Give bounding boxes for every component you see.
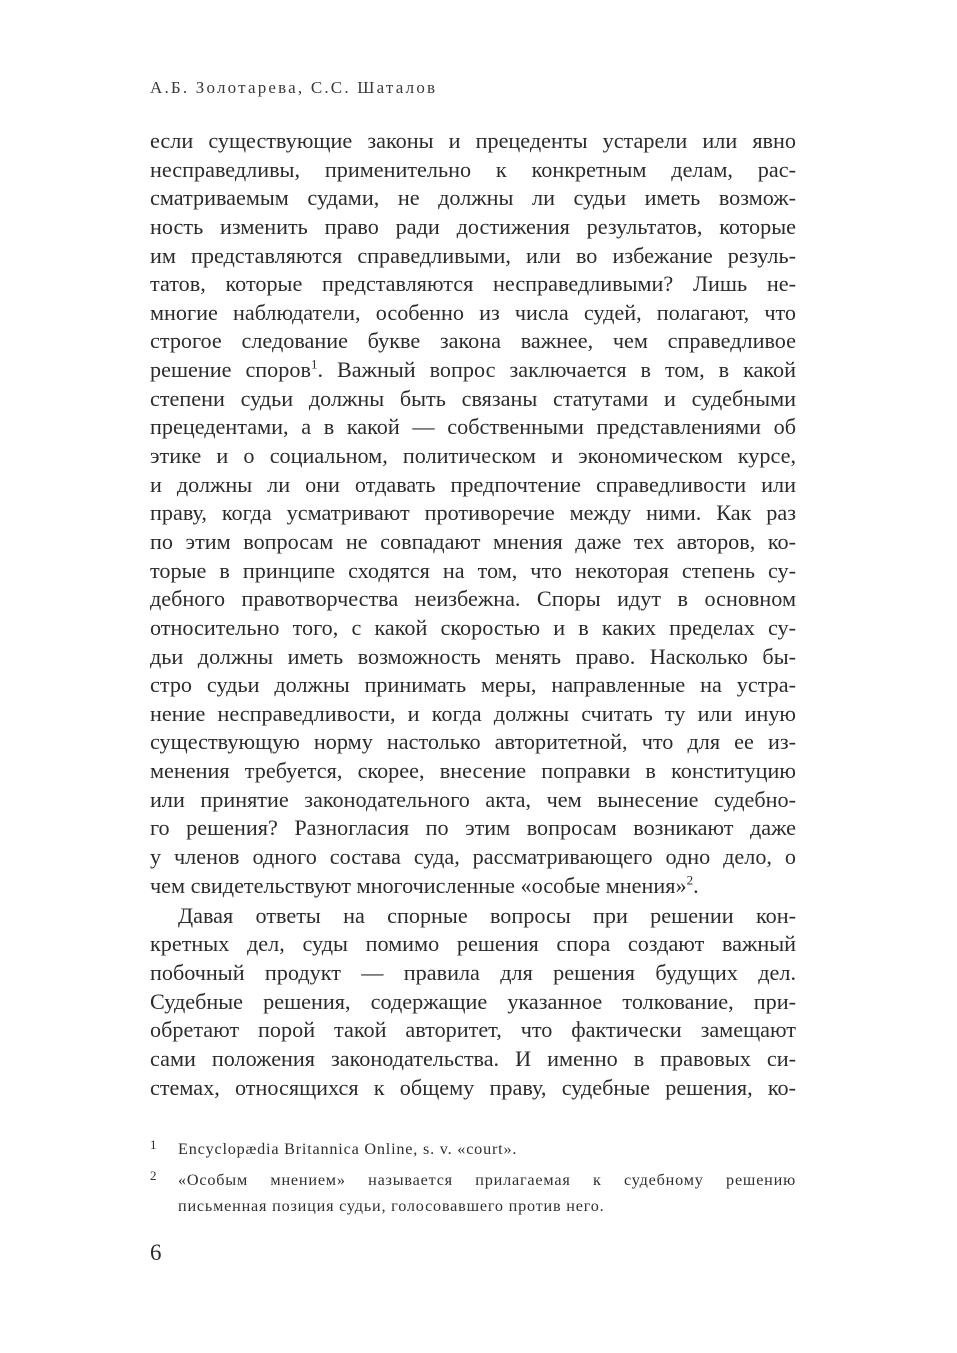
footnote-ref-2[interactable]: 2 (686, 872, 694, 888)
text-line: менения требуется, скорее, внесение поправки в конституцию (150, 758, 796, 784)
text-line: и должны ли они отдавать предпочтение справедливости или (150, 471, 796, 497)
text-segment: . (693, 872, 699, 898)
footnote-mark: 1 (150, 1137, 157, 1152)
text-line: если существующие законы и прецеденты устарели или явно (150, 128, 796, 153)
text-line: у членов одного состава суда, рассматривающего одно дело, о (150, 844, 796, 870)
text-segment: . Важный вопрос заключается в том, в какой (317, 357, 796, 383)
text-line: строгое следование букве закона важнее, чем справедливое (150, 328, 796, 354)
text-line: татов, которые представляются несправедливыми? Лишь не- (150, 271, 796, 297)
text-line: Судебные решения, содержащие указанное толкование, при- (150, 988, 796, 1014)
text-line: кретных дел, суды помимо решения спора создают важный (150, 931, 796, 957)
footnote-text: письменная позиция судьи, голосовавшего против него. (178, 1196, 605, 1215)
text-line: по этим вопросам не совпадают мнения даже тех авторов, ко- (150, 528, 796, 554)
text-line: многие наблюдатели, особенно из числа судей, полагают, что (150, 299, 796, 325)
body-text (150, 127, 796, 1102)
text-line (150, 872, 796, 901)
text-line: обретают порой такой авторитет, что фактически замещают (150, 1017, 796, 1043)
text-line: существующую норму настолько авторитетной, что для ее из- (150, 729, 796, 755)
footnote-1 (150, 1137, 796, 1162)
text-line: им представляются справедливыми, или во избежание резуль- (150, 242, 796, 268)
text-line: несправедливы, применительно к конкретным делам, рас- (150, 156, 796, 182)
text-line: го решения? Разногласия по этим вопросам возникают даже (150, 815, 796, 841)
text-line: Давая ответы на спорные вопросы при решении кон- (178, 902, 796, 928)
text-line: этике и о социальном, политическом и экономическом курсе, (150, 443, 796, 469)
paragraph-2 (150, 902, 796, 1102)
text-line (150, 356, 796, 385)
footnote-text: Encyclopædia Britannica Online, s. v. «court». (178, 1140, 518, 1158)
text-line: побочный продукт — правила для решения будущих дел. (150, 959, 796, 985)
text-line: ность изменить право ради достижения результатов, которые (150, 213, 796, 239)
text-line: относительно того, с какой скоростью и в каких пределах су- (150, 614, 796, 640)
footnote-ref-1[interactable]: 1 (310, 356, 318, 372)
footnote-2 (150, 1168, 796, 1219)
text-line: стемах, относящихся к общему праву, судебные решения, ко- (150, 1074, 796, 1100)
text-line: сами положения законодательства. И именно в правовых си- (150, 1045, 796, 1071)
text-line: сматриваемым судами, не должны ли судьи иметь возмож- (150, 185, 796, 211)
text-line: или принятие законодательного акта, чем вынесение судебно- (150, 786, 796, 812)
text-line: стро судьи должны принимать меры, направленные на устра- (150, 672, 796, 698)
text-segment: чем свидетельствуют многочисленные «особые мнения» (150, 872, 687, 898)
text-line: нение несправедливости, и когда должны считать ту или иную (150, 700, 796, 726)
text-line: прецедентами, а в какой — собственными представлениями об (150, 414, 796, 440)
footnotes (150, 1137, 796, 1219)
footnote-text: «Особым мнением» называется прилагаемая к судебному решению (178, 1171, 796, 1190)
text-line: дебного правотворчества неизбежна. Споры идут в основном (150, 586, 796, 612)
text-segment: решение споров (150, 357, 311, 383)
paragraph-1 (150, 127, 796, 900)
running-head-authors: А.Б. Золотарева, С.С. Шаталов (150, 78, 438, 97)
footnote-mark: 2 (150, 1168, 157, 1184)
text-line: дьи должны иметь возможность менять право. Насколько бы- (150, 643, 796, 669)
page-number: 6 (150, 1240, 162, 1265)
text-line: степени судьи должны быть связаны статутами и судебными (150, 385, 796, 411)
text-line: праву, когда усматривают противоречие между ними. Как раз (150, 500, 796, 526)
text-line: торые в принципе сходятся на том, что некоторая степень су- (150, 557, 796, 583)
